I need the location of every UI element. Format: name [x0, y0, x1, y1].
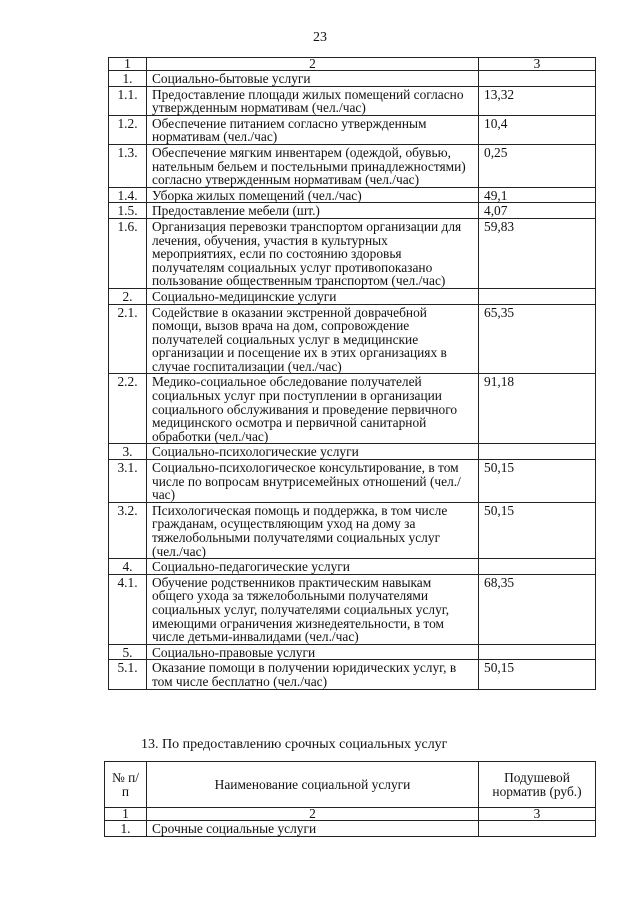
service-name: Оказание помощи в получении юридических услуг, в том числе бесплатно (чел./час) [147, 660, 479, 689]
service-name: Предоставление мебели (шт.) [147, 203, 479, 219]
table-row [105, 821, 596, 837]
table-row [109, 444, 596, 460]
norm-value: 68,35 [479, 574, 596, 644]
service-name: Уборка жилых помещений (чел./час) [147, 187, 479, 203]
service-name: Обучение родственников практическим навыкам общего ухода за тяжелобольными получателями социальных услуг, получателями социальных услуг, имеющими ограничения жизнедеятельности, в том числе детьми-инвалидами (чел./час) [147, 574, 479, 644]
table-header-row [105, 762, 596, 808]
service-name: Предоставление площади жилых помещений согласно утвержденным нормативам (чел./час) [147, 86, 479, 115]
row-number: 1.4. [109, 187, 147, 203]
column-index-cell: 3 [479, 58, 596, 71]
table-row [109, 86, 596, 115]
section-heading: 13. По предоставлению срочных социальных услуг [141, 737, 448, 752]
norm-value: 59,83 [479, 218, 596, 288]
row-number: 1.3. [109, 144, 147, 187]
table-row [109, 218, 596, 288]
table-row [109, 144, 596, 187]
row-number: 1. [109, 71, 147, 87]
service-name: Социально-медицинские услуги [147, 288, 479, 304]
column-index-row [105, 808, 596, 821]
row-number: 1.6. [109, 218, 147, 288]
service-name: Социально-бытовые услуги [147, 71, 479, 87]
norm-value: 91,18 [479, 374, 596, 444]
service-name-column-header: Наименование социальной услуги [147, 762, 479, 808]
norm-value: 13,32 [479, 86, 596, 115]
row-number: 1. [105, 821, 147, 837]
norm-value: 50,15 [479, 502, 596, 558]
table-row [109, 374, 596, 444]
row-number: 4. [109, 559, 147, 575]
row-number: 1.5. [109, 203, 147, 219]
norm-value [479, 644, 596, 660]
row-number: 3. [109, 444, 147, 460]
row-number: 3.1. [109, 460, 147, 503]
norm-value [479, 821, 596, 837]
table-row [109, 660, 596, 689]
row-number: 1.2. [109, 115, 147, 144]
service-name: Социально-правовые услуги [147, 644, 479, 660]
column-index-cell: 2 [147, 808, 479, 821]
services-norms-table-body [109, 58, 596, 690]
norm-value [479, 71, 596, 87]
table-row [109, 559, 596, 575]
service-name: Социально-педагогические услуги [147, 559, 479, 575]
row-number: 3.2. [109, 502, 147, 558]
number-column-header: № п/п [105, 762, 147, 808]
service-name: Организация перевозки транспортом организации для лечения, обучения, участия в культурных мероприятиях, если по состоянию здоровья получателям социальных услуг противопоказано пользование общественным транспортом (чел./час) [147, 218, 479, 288]
table-row [109, 71, 596, 87]
norm-value: 49,1 [479, 187, 596, 203]
service-name: Содействие в оказании экстренной доврачебной помощи, вызов врача на дом, сопровождение получателей социальных услуг в медицинские организации и посещение их в этих организациях в случае госпитализации (чел./час) [147, 304, 479, 374]
table-row [109, 502, 596, 558]
norm-value: 4,07 [479, 203, 596, 219]
row-number: 5. [109, 644, 147, 660]
service-name: Психологическая помощь и поддержка, в том числе гражданам, осуществляющим уход на дому за тяжелобольными получателями социальных услуг (чел./час) [147, 502, 479, 558]
row-number: 2.2. [109, 374, 147, 444]
service-name: Срочные социальные услуги [147, 821, 479, 837]
row-number: 4.1. [109, 574, 147, 644]
norm-value [479, 444, 596, 460]
norm-value: 50,15 [479, 460, 596, 503]
service-name: Обеспечение мягким инвентарем (одеждой, обувью, нательным бельем и постельными принадлежностями) согласно утвержденным нормативам (чел./час) [147, 144, 479, 187]
table-row [109, 115, 596, 144]
urgent-services-table-body [105, 762, 596, 837]
table-row [109, 203, 596, 219]
row-number: 2. [109, 288, 147, 304]
table-row [109, 288, 596, 304]
norm-value: 0,25 [479, 144, 596, 187]
norm-value [479, 288, 596, 304]
service-name: Медико-социальное обследование получателей социальных услуг при поступлении в организации социального обслуживания и проведение первичного медицинского осмотра и первичной санитарной обработки (чел./час) [147, 374, 479, 444]
norm-value: 65,35 [479, 304, 596, 374]
norm-value: 10,4 [479, 115, 596, 144]
table-row [109, 304, 596, 374]
column-index-cell: 1 [109, 58, 147, 71]
table-header-row [109, 58, 596, 71]
row-number: 2.1. [109, 304, 147, 374]
column-index-cell: 3 [479, 808, 596, 821]
table-row [109, 644, 596, 660]
column-index-cell: 1 [105, 808, 147, 821]
page-number: 23 [313, 30, 327, 45]
row-number: 5.1. [109, 660, 147, 689]
service-name: Обеспечение питанием согласно утвержденным нормативам (чел./час) [147, 115, 479, 144]
urgent-services-table [104, 761, 596, 837]
norm-value: 50,15 [479, 660, 596, 689]
table-row [109, 187, 596, 203]
services-norms-table [108, 57, 596, 690]
service-name: Социально-психологические услуги [147, 444, 479, 460]
table-row [109, 460, 596, 503]
table-row [109, 574, 596, 644]
norm-column-header: Подушевой норматив (руб.) [479, 762, 596, 808]
row-number: 1.1. [109, 86, 147, 115]
service-name: Социально-психологическое консультирование, в том числе по вопросам внутрисемейных отношений (чел./час) [147, 460, 479, 503]
norm-value [479, 559, 596, 575]
column-index-cell: 2 [147, 58, 479, 71]
